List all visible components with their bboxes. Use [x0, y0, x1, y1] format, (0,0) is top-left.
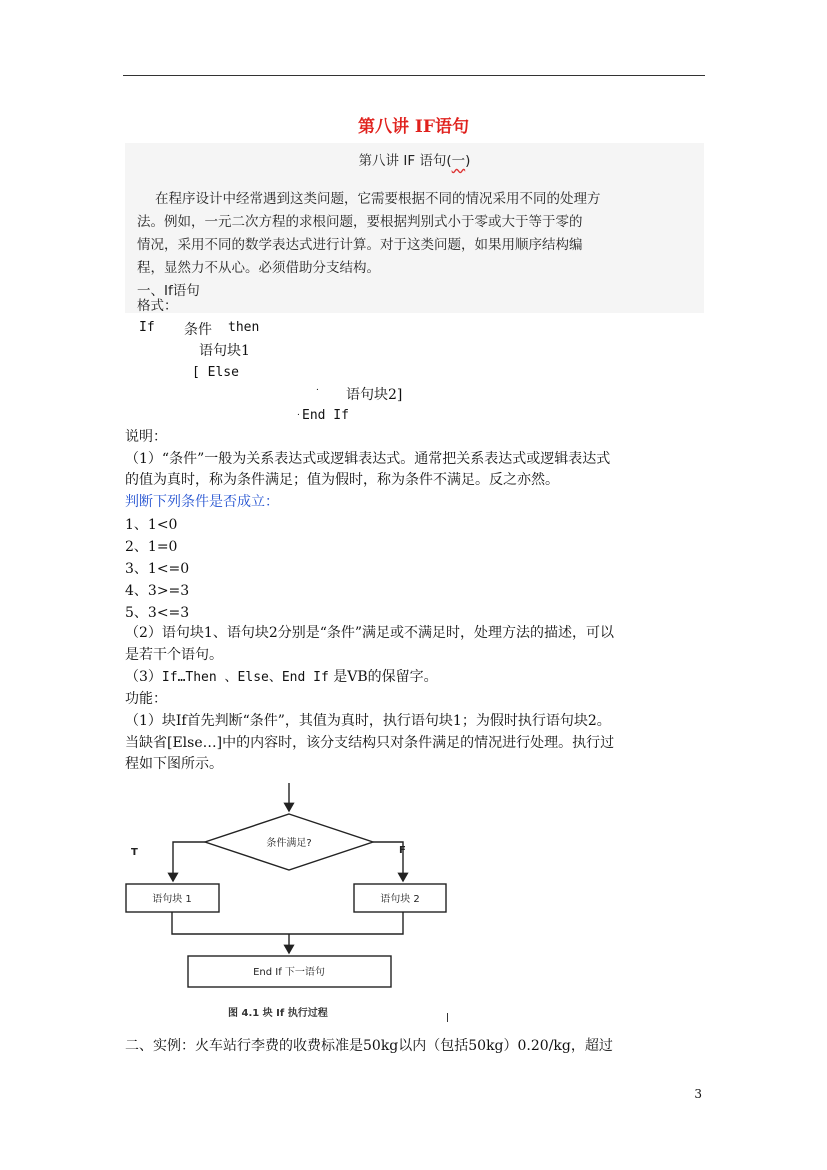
- header-rule: [123, 75, 705, 76]
- syntax-else-line: [ Else: [192, 365, 239, 380]
- page-number: 3: [694, 1087, 702, 1101]
- condition-item: 5、3<=3: [125, 605, 190, 621]
- condition-item: 4、3>=3: [125, 583, 190, 599]
- syntax-block2: 语句块2]: [346, 387, 403, 403]
- condition-item: 1、1<0: [125, 517, 178, 533]
- embedded-para-line: 程，显然力不从心。必须借助分支结构。: [137, 260, 380, 276]
- function-line: 程如下图所示。: [125, 756, 223, 772]
- note1-line: 的值为真时，称为条件满足；值为假时，称为条件不满足。反之亦然。: [125, 472, 559, 488]
- embedded-section-heading: 一、If语句: [137, 283, 200, 299]
- syntax-condition: 条件: [184, 322, 212, 338]
- flowchart-caption: 图 4.1 块 If 执行过程: [228, 1008, 328, 1019]
- embedded-para-line: 在程序设计中经常遇到这类问题，它需要根据不同的情况采用不同的处理方: [155, 191, 601, 207]
- true-branch-line: [173, 842, 205, 881]
- syntax-end-line: End If: [302, 408, 349, 423]
- note2-line: 是若干个语句。: [125, 647, 223, 663]
- embedded-screenshot: [125, 143, 704, 313]
- note2-line: （2）语句块1、语句块2分别是“条件”满足或不满足时，处理方法的描述，可以: [125, 625, 615, 641]
- note1-line: （1）“条件”一般为关系表达式或逻辑表达式。通常把关系表达式或逻辑表达式: [125, 451, 611, 467]
- function-line: 当缺省[Else…]中的内容时，该分支结构只对条件满足的情况进行处理。执行过: [125, 735, 615, 751]
- syntax-block1: 语句块1: [199, 343, 250, 359]
- syntax-dot: .: [316, 383, 319, 393]
- true-label: T: [131, 847, 138, 858]
- function-line: （1）块If首先判断“条件”，其值为真时，执行语句块1；为假时执行语句块2。: [125, 713, 611, 729]
- block1-label: 语句块 1: [152, 894, 192, 905]
- page-title: 第八讲 IF语句: [358, 117, 469, 137]
- question-text: 判断下列条件是否成立：: [125, 494, 279, 510]
- function-label: 功能：: [125, 691, 167, 707]
- embedded-format-label: 格式：: [137, 298, 178, 314]
- note3-line: （3）If…Then 、Else、End If 是VB的保留字。: [125, 669, 438, 685]
- syntax-if-keyword: If: [139, 320, 155, 335]
- flowchart-figure: [125, 781, 448, 993]
- syntax-end-dot: .: [297, 408, 300, 418]
- block2-label: 语句块 2: [380, 894, 420, 905]
- merge-line: [172, 912, 403, 934]
- end-label: End If 下一语句: [253, 967, 325, 978]
- condition-item: 2、1=0: [125, 539, 178, 555]
- syntax-then-keyword: then: [228, 320, 260, 335]
- example-line: 二、实例：火车站行李费的收费标准是50kg以内（包括50kg）0.20/kg，超过: [125, 1038, 613, 1054]
- decision-label: 条件满足?: [266, 838, 312, 849]
- embedded-para-line: 法。例如，一元二次方程的求根问题，要根据判别式小于零或大于等于零的: [137, 214, 583, 230]
- caption-mark: [447, 1013, 448, 1022]
- embedded-para-line: 情况，采用不同的数学表达式进行计算。对于这类问题，如果用顺序结构编: [137, 237, 583, 253]
- explain-label: 说明：: [125, 429, 167, 445]
- condition-item: 3、1<=0: [125, 561, 190, 577]
- false-label: F: [399, 845, 406, 856]
- embedded-heading: 第八讲 IF 语句(一): [358, 153, 471, 169]
